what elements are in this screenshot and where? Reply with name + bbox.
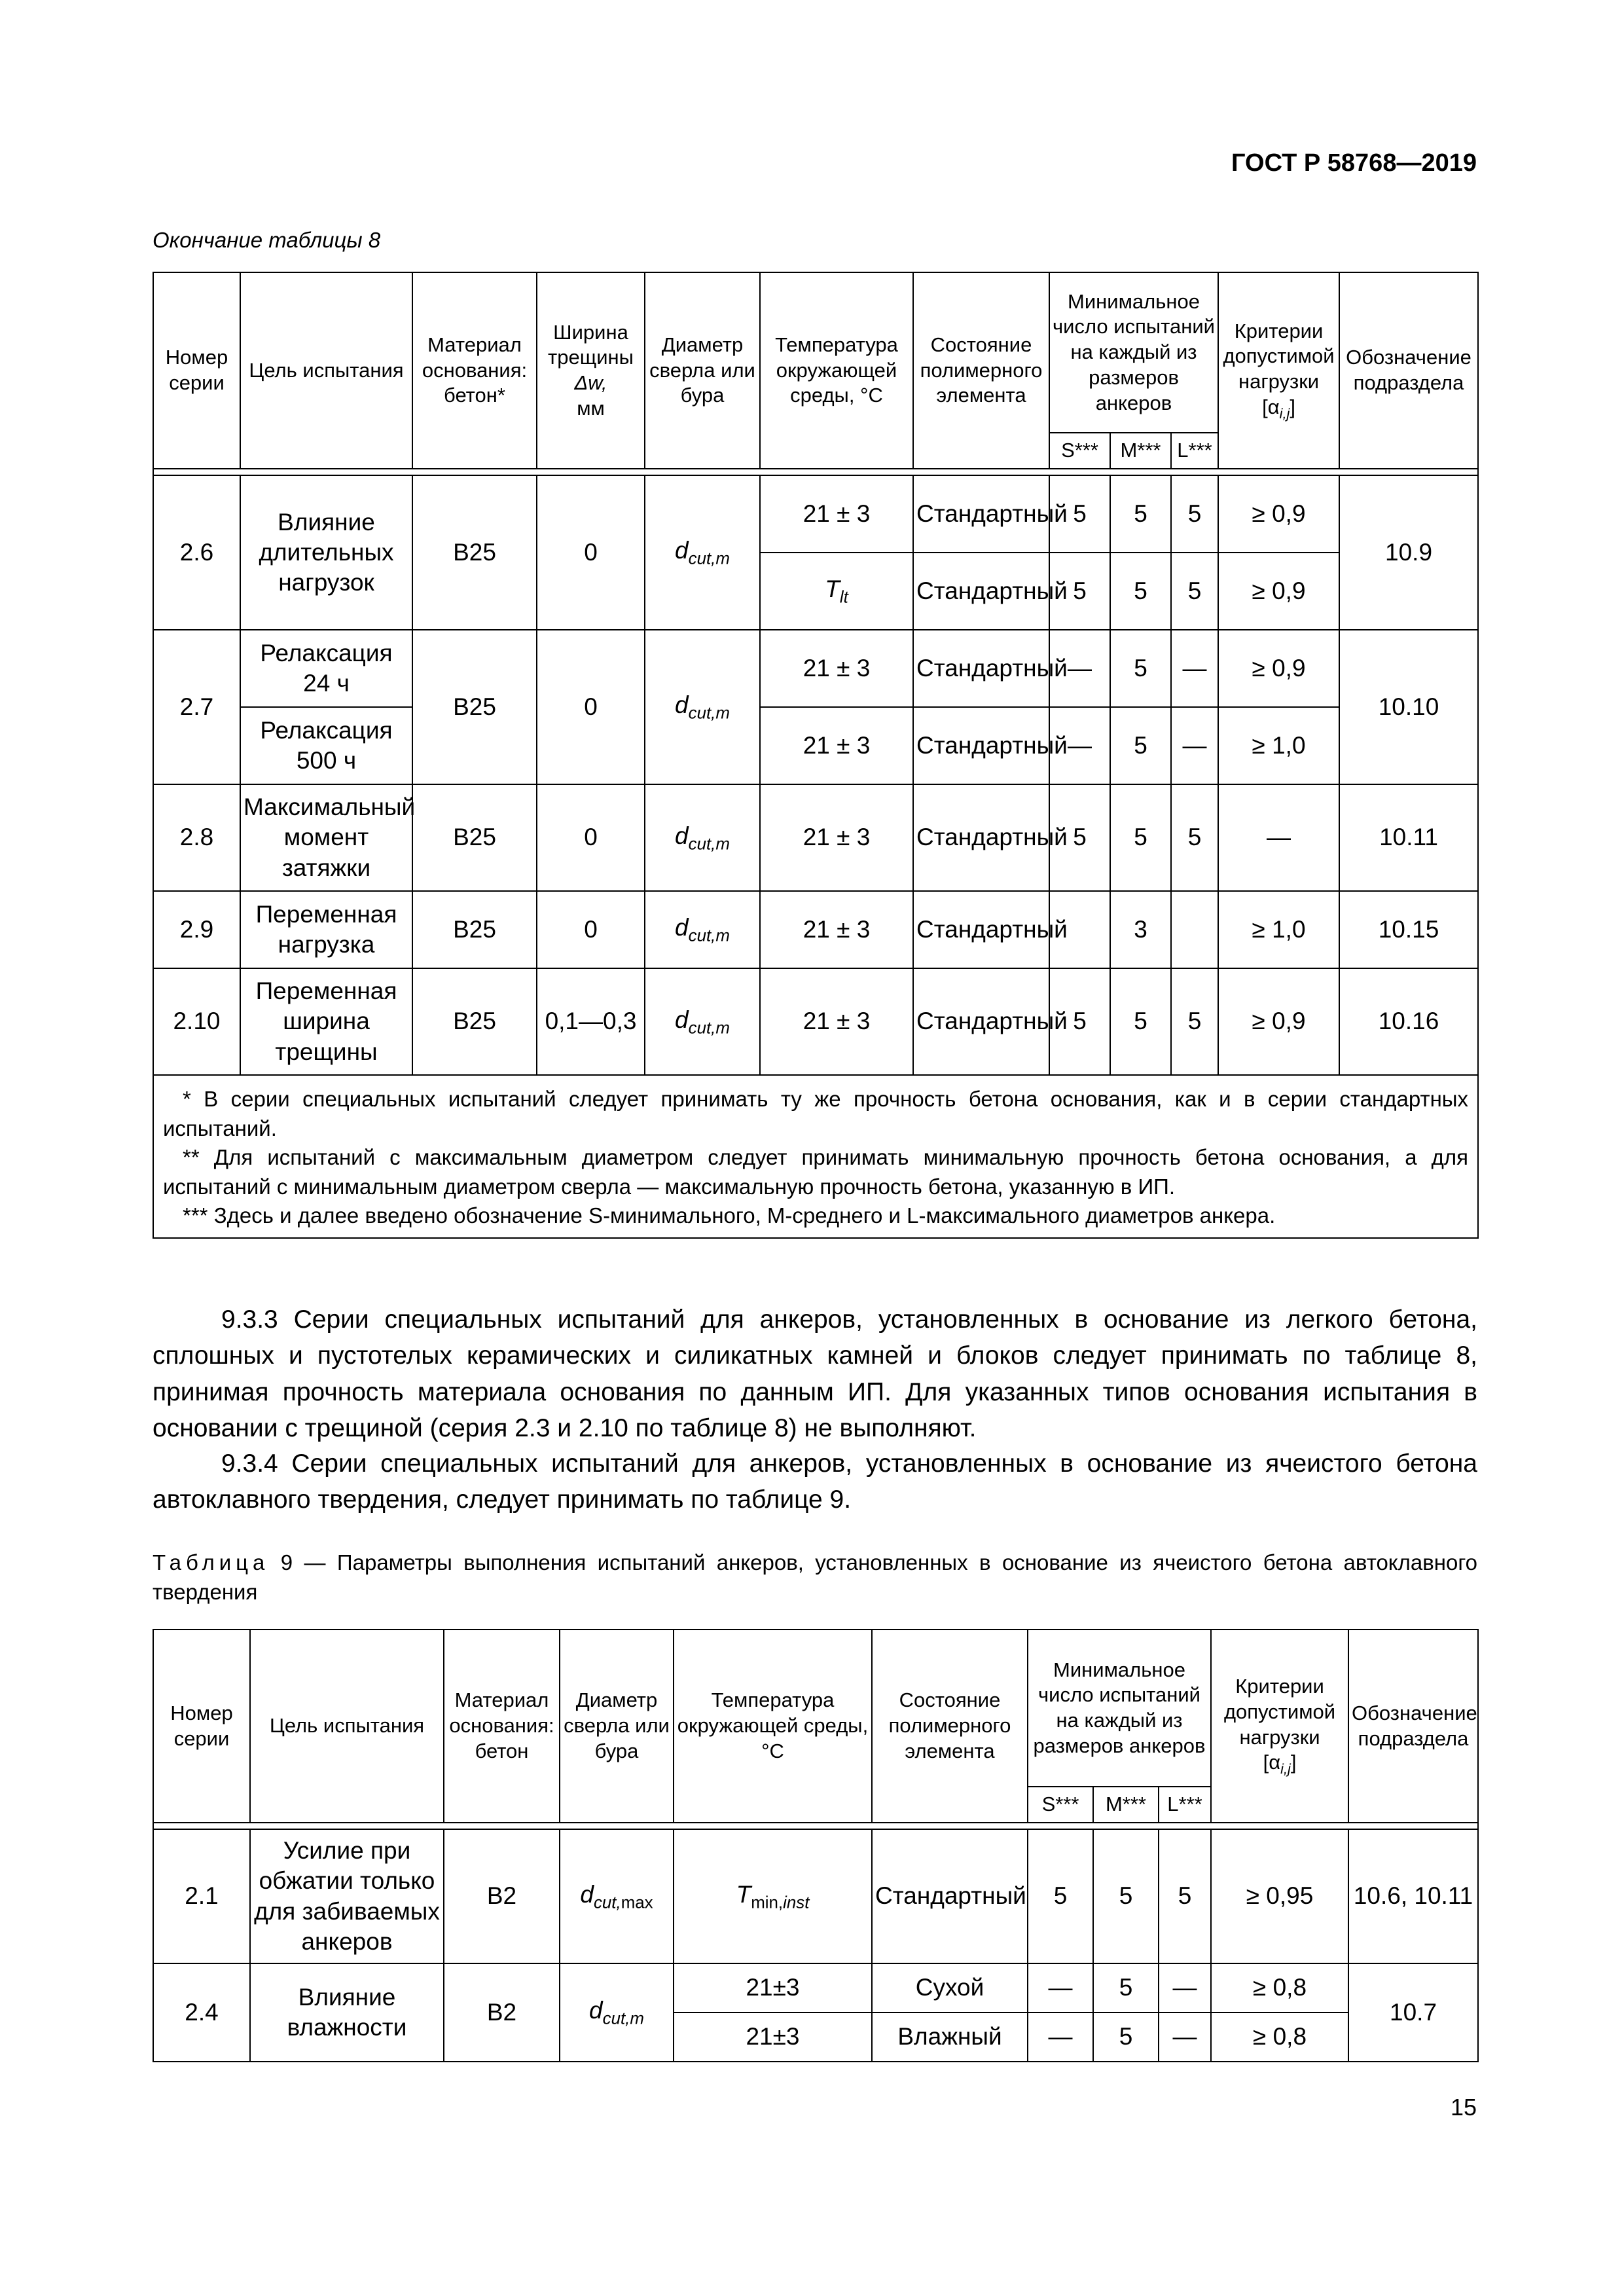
th-crack-symbol: Δw, (574, 371, 607, 394)
cell-l: 5 (1171, 553, 1218, 630)
th-drill: Диаметр сверла или бура (560, 1630, 674, 1823)
cell-m: 5 (1093, 2013, 1159, 2062)
th-goal: Цель испытания (240, 272, 412, 469)
th-s: S*** (1049, 433, 1110, 469)
cell-drill: $d_{cut,m}$ (645, 475, 760, 630)
page-number: 15 (1450, 2094, 1477, 2121)
cell-goal: Релаксация 500 ч (240, 707, 412, 784)
cell-criteria: ≥ 0,8 (1211, 1963, 1348, 2013)
cell-l: — (1159, 2013, 1211, 2062)
cell-criteria: ≥ 0,9 (1218, 968, 1339, 1075)
table9-title (153, 1548, 1477, 1607)
cell-drill: $d_{cut,m}$ (560, 1963, 674, 2062)
cell-m: 5 (1093, 1829, 1159, 1963)
cell-series: 2.4 (153, 1963, 250, 2062)
th-drill: Диаметр сверла или бура (645, 272, 760, 469)
cell-drill: $d_{cut,m}$ (645, 891, 760, 968)
th-state: Состояние полимерного элемента (872, 1630, 1028, 1823)
cell-material: В25 (412, 784, 537, 891)
table8-continuation-caption: Окончание таблицы 8 (153, 228, 381, 252)
th-m: M*** (1093, 1787, 1159, 1823)
cell-m: 5 (1110, 707, 1171, 784)
cell-temp: 21 ± 3 (760, 891, 913, 968)
cell-goal: Переменная ширина трещины (240, 968, 412, 1075)
cell-state: Стандартный (913, 475, 1049, 553)
paragraph-9-3-3: 9.3.3 Серии специальных испытаний для анкеров, установленных в основание из легкого бетона, сплошных и пустотелых керамических и силикатных камней и блоков следует принимать по таблице 8, принимая прочность материала основания по данным ИП. Для указанных типов основания испытания в основании с трещиной (серия 2.3 и 2.10 по таблице 8) не выполняют. (153, 1305, 1477, 1443)
cell-goal: Переменная нагрузка (240, 891, 412, 968)
cell-state: Стандартный (913, 784, 1049, 891)
th-crack-unit: мм (577, 396, 605, 420)
th-criteria-label: Критерии допустимой нагрузки (1223, 1675, 1336, 1749)
cell-l: 5 (1171, 968, 1218, 1075)
cell-goal: Усилие при обжатии только для забиваемых анкеров (250, 1829, 444, 1963)
th-state: Состояние полимерного элемента (913, 272, 1049, 469)
cell-state: Стандартный (913, 707, 1049, 784)
cell-s: 5 (1049, 475, 1110, 553)
table9-title-text: 9 — Параметры выполнения испытаний анкеров, установленных в основание из ячеистого бетона автоклавного твердения (153, 1550, 1477, 1604)
th-l: L*** (1159, 1787, 1211, 1823)
cell-s: 5 (1028, 1829, 1093, 1963)
cell-state: Сухой (872, 1963, 1028, 2013)
cell-series: 2.9 (153, 891, 240, 968)
cell-s: 5 (1049, 553, 1110, 630)
paragraph-9-3-4: 9.3.4 Серии специальных испытаний для анкеров, установленных в основание из ячеистого бетона автоклавного твердения, следует принимать по таблице 9. (153, 1449, 1477, 1514)
cell-m: 5 (1110, 475, 1171, 553)
th-series: Номер серии (153, 1630, 250, 1823)
footnote-2: ** Для испытаний с максимальным диаметром следует принимать минимальную прочность бетона основания, а для испытаний с минимальным диаметром сверла — максимальную прочность бетона, указанную в ИП. (163, 1145, 1469, 1199)
th-min-count: Минимальное число испытаний на каждый из размеров анкеров (1028, 1630, 1211, 1787)
cell-temp: 21 ± 3 (760, 475, 913, 553)
cell-temp: 21 ± 3 (760, 784, 913, 891)
cell-section: 10.6, 10.11 (1348, 1829, 1478, 1963)
cell-l: — (1171, 707, 1218, 784)
cell-state: Стандартный (872, 1829, 1028, 1963)
table8-footnotes (153, 1075, 1478, 1238)
cell-material: В25 (412, 891, 537, 968)
th-criteria (1211, 1630, 1348, 1823)
cell-section: 10.16 (1339, 968, 1478, 1075)
th-series: Номер серии (153, 272, 240, 469)
th-criteria (1218, 272, 1339, 469)
cell-criteria: ≥ 1,0 (1218, 891, 1339, 968)
cell-temp: 21±3 (674, 1963, 872, 2013)
th-section: Обозначение подраздела (1339, 272, 1478, 469)
th-crack (537, 272, 645, 469)
cell-crack: 0 (537, 784, 645, 891)
cell-criteria: ≥ 0,9 (1218, 553, 1339, 630)
cell-goal: Влияние влажности (250, 1963, 444, 2062)
cell-temp: 21 ± 3 (760, 630, 913, 707)
cell-series: 2.6 (153, 475, 240, 630)
cell-crack: 0 (537, 891, 645, 968)
cell-l (1171, 891, 1218, 968)
cell-state: Стандартный (913, 553, 1049, 630)
cell-l: — (1171, 630, 1218, 707)
cell-state: Стандартный (913, 968, 1049, 1075)
cell-goal: Максимальный момент затяжки (240, 784, 412, 891)
cell-state: Влажный (872, 2013, 1028, 2062)
cell-criteria: ≥ 0,95 (1211, 1829, 1348, 1963)
th-criteria-label: Критерии допустимой нагрузки (1223, 319, 1335, 393)
th-material: Материал основания: бетон* (412, 272, 537, 469)
cell-temp: $T_{min,inst}$ (674, 1829, 872, 1963)
th-m: M*** (1110, 433, 1171, 469)
cell-material: В2 (444, 1829, 560, 1963)
cell-state: Стандартный (913, 891, 1049, 968)
th-material: Материал основания: бетон (444, 1630, 560, 1823)
cell-drill: $d_{cut,max}$ (560, 1829, 674, 1963)
cell-criteria: ≥ 1,0 (1218, 707, 1339, 784)
cell-goal: Релаксация 24 ч (240, 630, 412, 707)
cell-series: 2.1 (153, 1829, 250, 1963)
cell-temp: 21 ± 3 (760, 968, 913, 1075)
cell-series: 2.8 (153, 784, 240, 891)
cell-goal: Влияние длительных нагрузок (240, 475, 412, 630)
th-min-count: Минимальное число испытаний на каждый из размеров анкеров (1049, 272, 1218, 433)
th-crack-label: Ширина трещины (548, 320, 634, 369)
cell-material: В25 (412, 475, 537, 630)
cell-temp: 21 ± 3 (760, 707, 913, 784)
table-8 (153, 272, 1479, 1239)
cell-section: 10.7 (1348, 1963, 1478, 2062)
cell-drill: $d_{cut,m}$ (645, 968, 760, 1075)
footnote-1: * В серии специальных испытаний следует принимать ту же прочность бетона основания, как и в серии стандартных испытаний. (163, 1087, 1469, 1140)
cell-criteria: — (1218, 784, 1339, 891)
cell-drill: $d_{cut,m}$ (645, 630, 760, 784)
cell-s: — (1049, 630, 1110, 707)
footnote-3: *** Здесь и далее введено обозначение S-минимального, М-среднего и L-максимального диаметров анкера. (183, 1203, 1276, 1228)
cell-m: 5 (1110, 553, 1171, 630)
cell-m: 5 (1110, 784, 1171, 891)
cell-s: — (1028, 2013, 1093, 2062)
cell-criteria: ≥ 0,8 (1211, 2013, 1348, 2062)
cell-s: — (1028, 1963, 1093, 2013)
cell-criteria: ≥ 0,9 (1218, 630, 1339, 707)
cell-crack: 0 (537, 630, 645, 784)
th-criteria-symbol: $[\alpha_{i,j}]$ (1263, 1751, 1297, 1777)
cell-material: В25 (412, 630, 537, 784)
cell-s: 5 (1049, 784, 1110, 891)
cell-criteria: ≥ 0,9 (1218, 475, 1339, 553)
cell-temp: 21±3 (674, 2013, 872, 2062)
cell-material: В25 (412, 968, 537, 1075)
table9-label: Таблица (153, 1550, 270, 1575)
cell-l: 5 (1159, 1829, 1211, 1963)
th-l: L*** (1171, 433, 1218, 469)
cell-temp: $T_{lt}$ (760, 553, 913, 630)
th-criteria-symbol: $[\alpha_{i,j}]$ (1262, 395, 1295, 422)
cell-m: 3 (1110, 891, 1171, 968)
cell-crack: 0 (537, 475, 645, 630)
cell-material: В2 (444, 1963, 560, 2062)
th-temp: Температура окружающей среды, °С (674, 1630, 872, 1823)
cell-m: 5 (1110, 630, 1171, 707)
cell-section: 10.9 (1339, 475, 1478, 630)
cell-section: 10.15 (1339, 891, 1478, 968)
cell-crack: 0,1—0,3 (537, 968, 645, 1075)
cell-s: — (1049, 707, 1110, 784)
th-section: Обозначение подраздела (1348, 1630, 1478, 1823)
cell-m: 5 (1093, 1963, 1159, 2013)
document-code: ГОСТ Р 58768—2019 (1231, 149, 1477, 177)
cell-series: 2.10 (153, 968, 240, 1075)
cell-l: 5 (1171, 784, 1218, 891)
cell-series: 2.7 (153, 630, 240, 784)
cell-state: Стандартный (913, 630, 1049, 707)
table-9 (153, 1629, 1479, 2062)
th-goal: Цель испытания (250, 1630, 444, 1823)
th-s: S*** (1028, 1787, 1093, 1823)
cell-s: 5 (1049, 968, 1110, 1075)
cell-l: — (1159, 1963, 1211, 2013)
cell-section: 10.10 (1339, 630, 1478, 784)
cell-m: 5 (1110, 968, 1171, 1075)
cell-section: 10.11 (1339, 784, 1478, 891)
th-temp: Температура окружающей среды, °С (760, 272, 913, 469)
cell-l: 5 (1171, 475, 1218, 553)
cell-drill: $d_{cut,m}$ (645, 784, 760, 891)
